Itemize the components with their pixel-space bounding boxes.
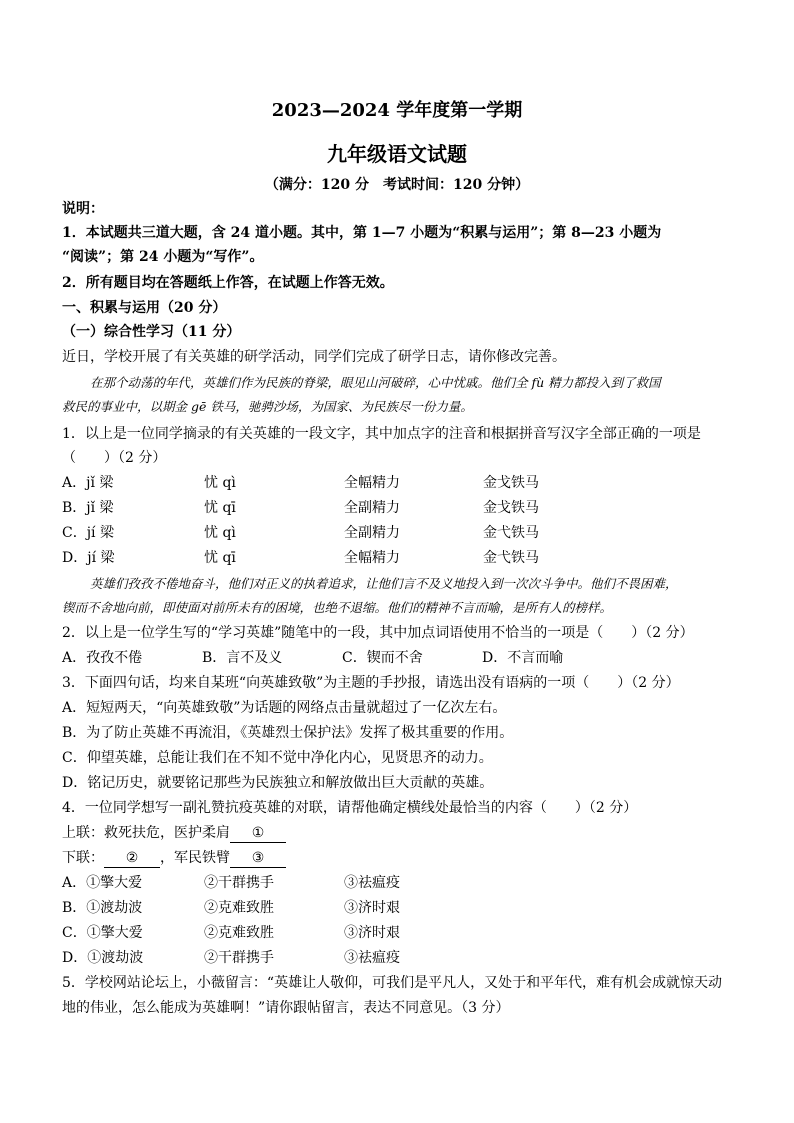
q5-line-2: 地的伟业，怎么能成为英雄啊！”请你跟帖留言，表达不同意见。（3 分）	[62, 1000, 510, 1016]
instruction-1-line-1: 1．本试题共三道大题，含 24 道小题。其中，第 1—7 小题为“积累与运用”；第 8—23 小题为	[62, 225, 662, 241]
passage-1-line-1: 在那个动荡的年代，英雄们作为民族的脊梁，眼见山河破碎，心中忧戚。他们全 fù 精力都投入到了救国	[90, 375, 661, 390]
q4-stem: 4．一位同学想写一副礼赞抗疫英雄的对联，请帮他确定横线处最恰当的内容（ ）（2 分）	[62, 800, 638, 816]
q4-option-a-2: ②干群携手	[204, 875, 274, 891]
q4-blank-3: ③	[230, 849, 286, 868]
q1-stem-2: （ ）（2 分）	[62, 450, 167, 466]
q1-option-a-jinge: 金戈铁马	[483, 475, 539, 491]
q4-blank-1: ①	[230, 824, 286, 843]
q1-option-b-you: 忧 qī	[204, 500, 236, 516]
exam-meta: （满分：120 分 考试时间：120 分钟）	[264, 177, 530, 193]
q2-stem: 2．以上是一位学生写的“学习英雄”随笔中的一段，其中加点词语使用不恰当的一项是（ ）（2 分）	[62, 625, 694, 641]
q3-stem: 3．下面四句话，均来自某班“向英雄致敬”为主题的手抄报，请选出没有语病的一项（ ）（2 分）	[62, 675, 680, 691]
q4-option-d-2: ②干群携手	[204, 950, 274, 966]
section-1-heading: 一、积累与运用（20 分）	[62, 300, 227, 316]
passage-2-line-2: 锲而不舍地向前，即使面对前所未有的困境，也绝不退缩。他们的精神不言而喻，是所有人的榜样。	[62, 600, 613, 615]
q1-option-a-you: 忧 qì	[204, 475, 236, 491]
q4-upper-prefix: 上联：救死扶危，医护柔肩	[62, 825, 230, 841]
q1-option-d-jinge: 金弋铁马	[483, 550, 539, 566]
q4-lower-couplet	[62, 847, 742, 869]
q4-option-c-3: ③济时艰	[344, 925, 400, 941]
q4-option-a-1: A．①擎大爱	[62, 875, 143, 891]
exam-term: 2023—2024 学年度第一学期	[271, 100, 523, 121]
q1-option-a-pinyin: A．jǐ 梁	[62, 475, 114, 491]
q3-option-a: A．短短两天，“向英雄致敬”为话题的网络点击量就超过了一亿次左右。	[62, 700, 507, 716]
passage-1-line-2: 救民的事业中，以期金 gē 铁马，驰骋沙场，为国家、为民族尽一份力量。	[62, 399, 473, 414]
q1-option-d-pinyin: D．jí 梁	[62, 550, 115, 566]
instruction-1-line-2: “阅读”；第 24 小题为“写作”。	[62, 249, 264, 265]
q4-option-a-3: ③祛瘟疫	[344, 875, 400, 891]
q4-lower-mid: ，军民铁臂	[160, 850, 230, 866]
q1-option-c-pinyin: C．jí 梁	[62, 525, 114, 541]
q4-option-d-1: D．①渡劫波	[62, 950, 144, 966]
q4-option-b-2: ②克难致胜	[204, 900, 274, 916]
q1-option-b-pinyin: B．jǐ 梁	[62, 500, 114, 516]
q1-option-c-jinge: 金弋铁马	[483, 525, 539, 541]
q1-option-b-jinge: 金戈铁马	[483, 500, 539, 516]
passage-2-line-1: 英雄们孜孜不倦地奋斗，他们对正义的执着追求，让他们言不及义地投入到一次次斗争中。他们不畏困难，	[90, 576, 678, 591]
q2-option-a: A．孜孜不倦	[62, 650, 143, 666]
subsection-1-heading: （一）综合性学习（11 分）	[62, 324, 241, 340]
q4-option-c-2: ②克难致胜	[204, 925, 274, 941]
q1-option-d-jingli: 全幅精力	[344, 550, 400, 566]
q2-option-b: B．言不及义	[202, 650, 283, 666]
q1-option-b-jingli: 全副精力	[344, 500, 400, 516]
q1-stem: 1．以上是一位同学摘录的有关英雄的一段文字，其中加点字的注音和根据拼音写汉字全部正确的一项是	[62, 426, 701, 442]
q4-upper-couplet	[62, 822, 742, 844]
q3-option-d: D．铭记历史，就要铭记那些为民族独立和解放做出巨大贡献的英雄。	[62, 775, 494, 791]
q2-option-c: C．锲而不舍	[342, 650, 423, 666]
q4-option-c-1: C．①擎大爱	[62, 925, 143, 941]
q1-option-c-you: 忧 qì	[204, 525, 236, 541]
q2-option-d: D．不言而喻	[482, 650, 564, 666]
q1-option-c-jingli: 全副精力	[344, 525, 400, 541]
q5-line-1: 5．学校网站论坛上，小薇留言：“英雄让人敬仰，可我们是平凡人，又处于和平年代，难有机会成就惊天动	[62, 975, 723, 991]
section-intro: 近日，学校开展了有关英雄的研学活动，同学们完成了研学日志，请你修改完善。	[62, 349, 566, 365]
exam-title: 九年级语文试题	[327, 142, 467, 166]
q4-option-b-1: B．①渡劫波	[62, 900, 143, 916]
q1-option-a-jingli: 全幅精力	[344, 475, 400, 491]
q3-option-c: C．仰望英雄，总能让我们在不知不觉中净化内心，见贤思齐的动力。	[62, 750, 493, 766]
q3-option-b: B．为了防止英雄不再流泪，《英雄烈士保护法》发挥了极其重要的作用。	[62, 725, 514, 741]
q4-blank-2: ②	[104, 849, 160, 868]
q4-lower-prefix: 下联：	[62, 850, 104, 866]
instructions-heading: 说明：	[62, 201, 104, 217]
q1-option-d-you: 忧 qī	[204, 550, 236, 566]
q4-option-d-3: ③祛瘟疫	[344, 950, 400, 966]
instruction-2: 2．所有题目均在答题纸上作答，在试题上作答无效。	[62, 275, 394, 291]
q4-option-b-3: ③济时艰	[344, 900, 400, 916]
